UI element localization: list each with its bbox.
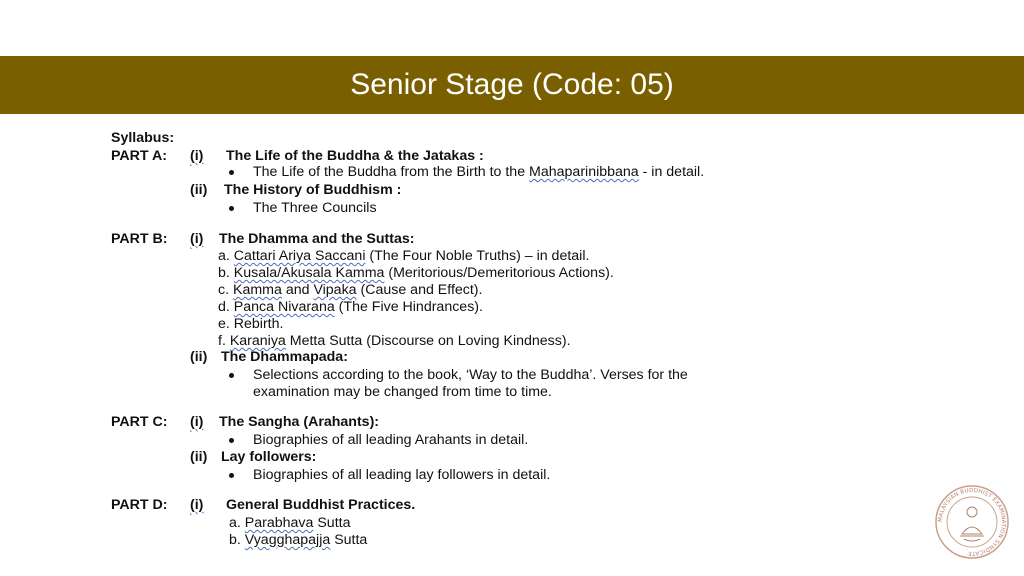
syllabus-label: Syllabus: [111,130,175,146]
part-c-ii-title: Lay followers: [221,449,317,465]
part-b-label: PART B: [111,231,168,247]
list-item: a. Parabhava Sutta [229,515,351,531]
part-c-i-bullet: Biographies of all leading Arahants in detail. [253,432,529,448]
bullet-icon [229,438,234,443]
part-c-i-title: The Sangha (Arahants): [219,414,380,430]
part-c-ii-bullet: Biographies of all leading lay followers in detail. [253,467,551,483]
part-d-label: PART D: [111,497,168,513]
list-item: a. Cattari Ariya Saccani (The Four Noble Truths) – in detail. [218,248,590,264]
part-a-ii-title: The History of Buddhism : [224,182,402,198]
part-b-i-num: (i) [190,231,204,247]
list-item: c. Kamma and Vipaka (Cause and Effect). [218,282,483,298]
seal-logo-icon [934,484,1010,560]
part-b-ii-title: The Dhammapada: [221,349,348,365]
part-b-ii-bullet-line2: examination may be changed from time to time. [253,384,552,400]
part-b-ii-bullet-line1: Selections according to the book, ‘Way to the Buddha’. Verses for the [253,367,688,383]
list-item: d. Panca Nivarana (The Five Hindrances). [218,299,483,315]
bullet-icon [229,373,234,378]
part-a-ii-num: (ii) [190,182,208,198]
slide-title: Senior Stage (Code: 05) [350,68,674,101]
part-b-i-title: The Dhamma and the Suttas: [219,231,415,247]
part-a-label: PART A: [111,148,167,164]
list-item: b. Vyagghapajja Sutta [229,532,368,548]
part-b-ii-num: (ii) [190,349,208,365]
list-item: e. Rebirth. [218,316,284,332]
part-c-ii-num: (ii) [190,449,208,465]
part-d-i-num: (i) [190,497,204,513]
title-banner [0,56,1024,114]
bullet-icon [229,206,234,211]
part-a-i-num: (i) [190,148,204,164]
part-c-label: PART C: [111,414,168,430]
list-item: f. Karaniya Metta Sutta (Discourse on Loving Kindness). [218,333,571,349]
bullet-icon [229,170,234,175]
part-c-i-num: (i) [190,414,204,430]
part-a-i-title: The Life of the Buddha & the Jatakas : [226,148,484,164]
list-item: b. Kusala/Akusala Kamma (Meritorious/Demeritorious Actions). [218,265,614,281]
part-a-ii-bullet: The Three Councils [253,200,377,216]
part-d-i-title: General Buddhist Practices. [226,497,416,513]
svg-text:MALAYSIAN BUDDHIST EXAMINATION: MALAYSIAN BUDDHIST EXAMINATION SYNDICATE [937,487,1007,557]
part-a-i-bullet: The Life of the Buddha from the Birth to the Mahaparinibbana - in detail. [253,164,705,180]
bullet-icon [229,473,234,478]
